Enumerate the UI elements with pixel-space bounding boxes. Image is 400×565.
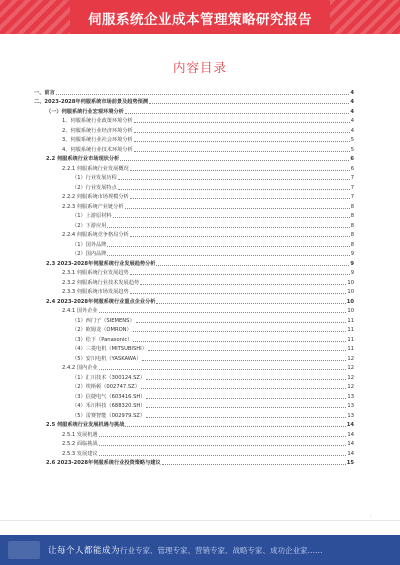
toc-entry-title: （3）松下（Panasonic） [72,336,133,343]
page-marker: · [370,513,372,519]
toc-dot-leader [149,103,349,104]
toc-entry-page: 6 [350,156,354,162]
footer-slogan-left: 让每个人都能成为 [48,546,121,556]
toc-entry-page: 5 [350,146,354,153]
toc-entry-title: 2.3.3 伺服系统市场发展趋势 [62,289,129,295]
toc-entry[interactable] [34,324,354,334]
toc-dot-leader [56,94,350,95]
toc-dot-leader [134,132,350,133]
toc-entry-page: 8 [350,213,354,219]
toc-entry-page: 9 [350,270,354,276]
toc-entry[interactable] [34,257,354,267]
toc-dot-leader [133,331,347,332]
toc-entry-title: （4）禾川科技（688320.SH） [72,403,146,409]
toc-entry-page: 12 [347,374,354,381]
toc-entry-title: 2.3.2 伺服系统行业技术发展趋势 [62,279,140,286]
toc-entry[interactable] [34,219,354,229]
toc-entry[interactable] [34,333,354,343]
toc-entry-page: 7 [350,175,354,181]
toc-entry-page: 5 [350,137,354,143]
toc-dot-leader [146,417,346,418]
toc-entry[interactable] [34,86,354,96]
toc-entry[interactable] [34,295,354,305]
footer-banner [0,535,400,565]
toc-dot-leader [99,312,347,313]
toc-dot-leader [133,341,346,342]
toc-entry-title: （5）安川电机（YASKAWA） [72,355,142,362]
toc-entry[interactable] [34,362,354,372]
toc-entry-page: 7 [350,184,354,191]
toc-dot-leader [134,151,350,152]
toc-entry-page: 14 [346,422,354,428]
toc-entry-title: 2.2.4 伺服系统竞争格局分析 [62,232,129,238]
toc-entry[interactable] [34,200,354,210]
toc-entry-title: （1）国外品牌 [72,241,107,248]
footer-divider [0,520,400,521]
toc-entry-page: 14 [347,450,354,457]
toc-entry-page: 7 [350,194,354,200]
toc-entry-page: 12 [347,355,354,362]
toc-entry-page: 8 [350,241,354,248]
toc-dot-leader [118,179,350,180]
toc-dot-leader [141,388,346,389]
toc-entry-page: 4 [350,108,354,115]
toc-entry-title: 2.2.3 伺服系统产业链分析 [62,203,124,210]
toc-entry-title: （4）三菱电机（MITSUBISHI） [72,346,147,352]
toc-dot-leader [125,113,350,114]
toc-entry-page: 11 [347,317,354,324]
toc-entry-title: 2、伺服系统行业经济环境分析 [62,127,133,134]
toc-entry-page: 10 [347,308,354,314]
toc-dot-leader [120,160,349,161]
toc-dot-leader [99,436,347,437]
toc-entry-page: 8 [350,222,354,229]
toc-dot-leader [156,303,345,304]
toc-entry-title: 2.4 2023-2028年伺服系统行业重点企业分析 [46,298,156,305]
toc-entry-title: 2.3.1 伺服系统行业发展趋势 [62,270,129,276]
toc-entry[interactable] [34,210,354,220]
toc-entry-title: 2.2.2 伺服系统市场规模分析 [62,194,129,200]
toc-dot-leader [146,398,346,399]
toc-dot-leader [140,284,346,285]
toc-entry[interactable] [34,305,354,315]
toc-entry[interactable] [34,134,354,144]
toc-dot-leader [146,407,346,408]
toc-entry-title: （1）行业发展历程 [72,175,117,181]
toc-entry-title: （2）埃斯顿（002747.SZ） [72,384,140,390]
toc-dot-leader [107,227,349,228]
toc-entry-page: 4 [350,118,354,124]
toc-entry-page: 11 [347,336,354,343]
toc-entry[interactable] [34,457,354,467]
toc-entry-page: 11 [347,327,354,333]
toc-entry-title: 二、2023-2028年伺服系统市场前景及趋势预测 [34,99,149,105]
toc-entry-title: 2.5.3 发展建议 [62,450,98,457]
toc-entry-title: 2.4.1 国外企业 [62,308,98,314]
toc-dot-leader [130,236,350,237]
toc-entry-page: 8 [350,232,354,238]
toc-dot-leader [113,217,350,218]
toc-entry[interactable] [34,229,354,239]
toc-entry[interactable] [34,267,354,277]
toc-entry-title: 2.2.1 伺服系统行业发展概况 [62,165,129,172]
toc-entry-title: （1）上游原材料 [72,213,112,219]
toc-entry-page: 13 [347,403,354,409]
report-title: 伺服系统企业成本管理策略研究报告 [88,12,312,28]
toc-entry-title: 2.5.2 面临挑战 [62,441,98,447]
toc-entry-page: 15 [346,460,354,466]
toc-entry-title: 2.5 伺服系统行业发展机遇与挑战 [46,422,125,428]
toc-entry[interactable] [34,143,354,153]
toc-entry-title: （1）西门子（SIEMENS） [72,317,135,324]
toc-entry-title: （2）行业发展特点 [72,184,117,191]
toc-entry-page: 9 [350,251,354,257]
toc-entry[interactable] [34,352,354,362]
toc-dot-leader [134,141,350,142]
toc-dot-leader [99,445,347,446]
toc-entry-page: 9 [350,260,354,267]
toc-entry[interactable] [34,286,354,296]
toc-entry[interactable] [34,96,354,106]
toc-dot-leader [125,426,345,427]
toc-entry[interactable] [34,428,354,438]
toc-entry-title: （1）汇川技术（300124.SZ） [72,374,146,381]
toc-entry-page: 10 [347,289,354,295]
toc-dot-leader [142,360,346,361]
table-of-contents [34,86,354,466]
toc-entry[interactable] [34,371,354,381]
toc-entry-page: 13 [347,412,354,419]
toc-entry-page: 10 [346,298,354,305]
toc-entry-title: （3）信捷电气（603416.SH） [72,393,146,400]
toc-entry-title: （2）下游应用 [72,222,107,229]
toc-entry-title: 2.2 伺服系统行业市场现状分析 [46,156,120,162]
toc-entry[interactable] [34,238,354,248]
toc-entry-page: 10 [347,279,354,286]
header-banner [0,0,400,34]
toc-entry[interactable] [34,172,354,182]
toc-entry-page: 14 [347,441,354,447]
toc-entry[interactable] [34,381,354,391]
toc-entry[interactable] [34,390,354,400]
toc-entry[interactable] [34,115,354,125]
toc-dot-leader [136,322,347,323]
toc-entry-page: 4 [350,127,354,134]
toc-dot-leader [107,255,349,256]
toc-entry-page: 12 [347,384,354,390]
toc-entry[interactable] [34,400,354,410]
toc-dot-leader [130,198,350,199]
toc-dot-leader [130,274,350,275]
toc-entry-page: 11 [347,346,354,352]
toc-entry[interactable] [34,181,354,191]
toc-entry-title: 3、伺服系统行业社会环境分析 [62,137,133,143]
toc-entry[interactable] [34,276,354,286]
toc-entry-page: 13 [347,393,354,400]
toc-entry[interactable] [34,162,354,172]
toc-dot-leader [148,350,347,351]
toc-entry[interactable] [34,105,354,115]
toc-entry-title: 2.6 2023-2028年伺服系统行业投资策略与建议 [46,460,161,466]
toc-heading: 内容目录 [172,60,227,75]
toc-dot-leader [99,369,347,370]
toc-entry-title: 2.3 2023-2028年伺服系统行业发展趋势分析 [46,260,156,267]
toc-dot-leader [99,455,347,456]
toc-entry[interactable] [34,409,354,419]
toc-dot-leader [125,208,350,209]
toc-dot-leader [146,379,346,380]
toc-entry[interactable] [34,447,354,457]
toc-entry-title: 1、伺服系统行业政策环境分析 [62,118,133,124]
toc-entry-title: 一、前言 [34,89,55,96]
toc-entry-title: 4、伺服系统行业技术环境分析 [62,146,133,153]
toc-entry-title: （2）国内品牌 [72,251,107,257]
toc-dot-leader [156,265,349,266]
toc-dot-leader [130,293,347,294]
toc-entry-page: 6 [350,165,354,172]
toc-entry[interactable] [34,343,354,353]
toc-entry[interactable] [34,191,354,201]
toc-entry-page: 4 [350,89,354,96]
toc-entry-page: 12 [347,365,354,371]
toc-dot-leader [118,189,350,190]
toc-entry[interactable] [34,438,354,448]
toc-dot-leader [107,246,349,247]
toc-entry-page: 4 [350,99,354,105]
toc-entry[interactable] [34,314,354,324]
toc-entry[interactable] [34,153,354,163]
toc-dot-leader [134,122,350,123]
toc-entry-title: （一）伺服系统行业宏观环境分析 [46,108,124,115]
toc-entry-title: （5）雷赛智能（002979.SZ） [72,412,146,419]
footer-slogan-right: 行业专家、管理专家、营销专家、战略专家、成功企业家…… [120,545,323,555]
toc-entry[interactable] [34,124,354,134]
toc-entry-page: 14 [347,431,354,438]
toc-dot-leader [162,464,346,465]
toc-entry[interactable] [34,248,354,258]
toc-entry-page: 8 [350,203,354,210]
toc-entry-title: 2.4.2 国内企业 [62,365,98,371]
toc-entry-title: 2.5.1 发展机遇 [62,431,98,438]
toc-entry-title: （2）欧姆龙（OMRON） [72,327,132,333]
toc-entry[interactable] [34,419,354,429]
brand-logo [8,541,40,559]
toc-dot-leader [130,170,350,171]
